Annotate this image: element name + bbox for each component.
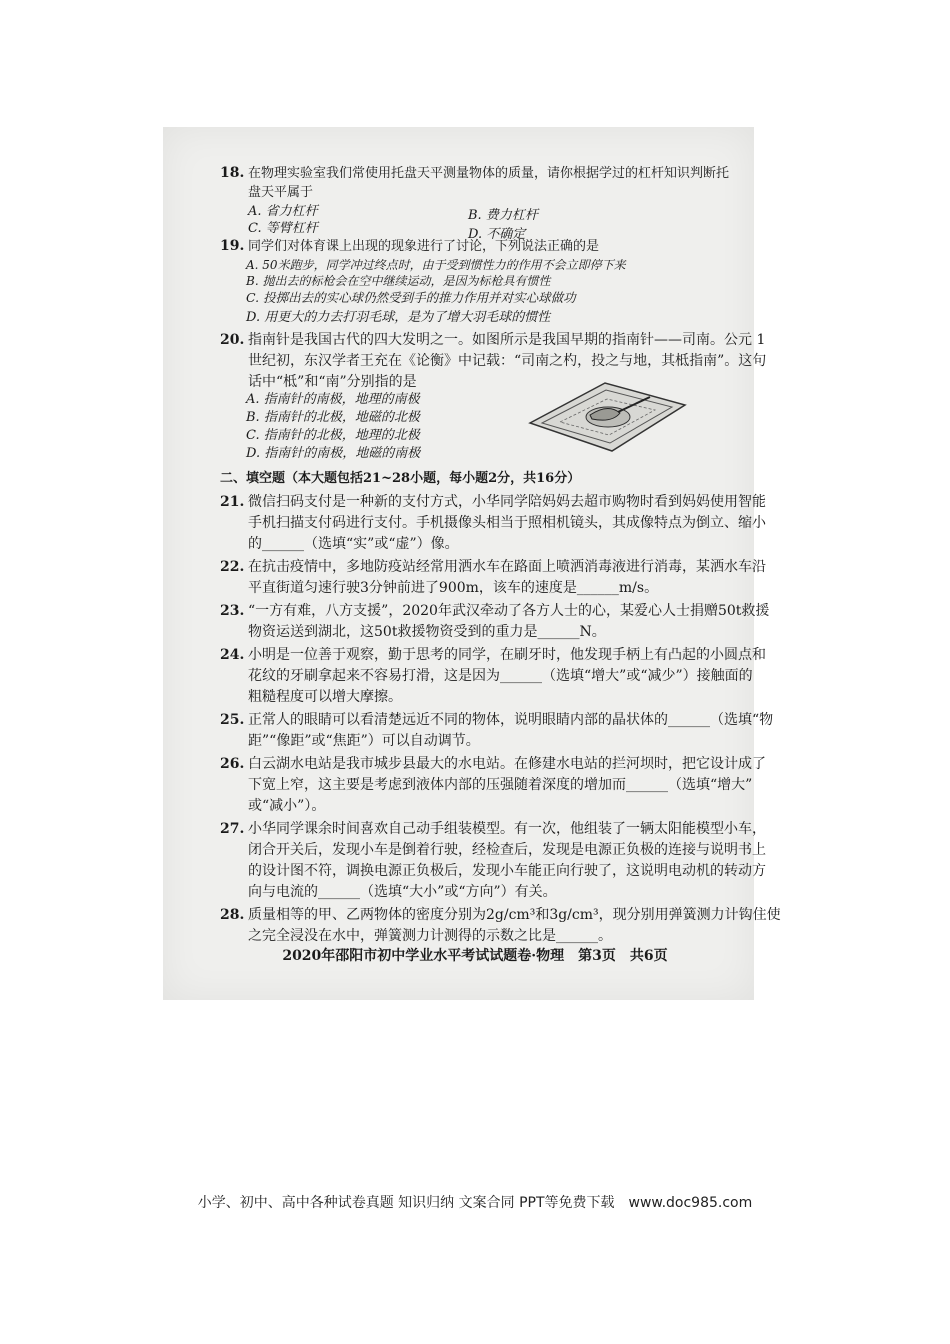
question-19: [220, 236, 599, 257]
question-number: 22.: [220, 559, 245, 575]
question-25: [220, 710, 773, 730]
question-27: [220, 819, 766, 839]
question-text-cont: 盘天平属于: [248, 185, 314, 200]
question-text: 小华同学课余时间喜欢自己动手组装模型。有一次，他组装了一辆太阳能模型小车，: [248, 821, 766, 837]
sinan-compass-figure: [520, 375, 690, 455]
question-number: 26.: [220, 756, 245, 772]
option-b: B. 费力杠杆: [468, 208, 538, 223]
option-c: C. 等臂杠杆: [248, 221, 318, 236]
question-26: [220, 754, 766, 774]
option-a: A. 省力杠杆: [248, 204, 318, 219]
question-text: 在抗击疫情中，多地防疫站经常用洒水车在路面上喷洒消毒液进行消毒，某洒水车沿: [248, 559, 766, 575]
question-text-cont: 世纪初，东汉学者王充在《论衡》中记载：“司南之杓，投之与地，其柢指南”。这句: [248, 353, 767, 369]
question-text: “一方有难，八方支援”，2020年武汉牵动了各方人士的心，某爱心人士捐赠50t救援: [248, 603, 770, 619]
question-number: 27.: [220, 821, 245, 837]
question-text: 指南针是我国古代的四大发明之一。如图所示是我国早期的指南针——司南。公元 1: [248, 332, 766, 348]
question-text: 在物理实验室我们常使用托盘天平测量物体的质量，请你根据学过的杠杆知识判断托: [248, 166, 730, 181]
question-text-cont: 的______（选填“实”或“虚”）像。: [248, 536, 459, 552]
option-b: B. 指南针的北极，地磁的北极: [246, 410, 420, 425]
question-text-cont: 的设计图不符，调换电源正负极后，发现小车能正向行驶了，这说明电动机的转动方: [248, 863, 766, 879]
question-number: 28.: [220, 907, 245, 923]
question-text-cont: 距”“像距”或“焦距”）可以自动调节。: [248, 733, 480, 749]
question-text-cont: 向与电流的______（选填“大小”或“方向”）有关。: [248, 884, 557, 900]
question-22: [220, 557, 766, 577]
option-d: D. 不确定: [468, 227, 526, 242]
question-number: 21.: [220, 494, 245, 510]
question-28: [220, 905, 781, 925]
question-24: [220, 645, 766, 665]
section-heading: 二、填空题（本大题包括21~28小题，每小题2分，共16分）: [220, 471, 581, 486]
question-text-cont: 物资运送到湖北，这50t救援物资受到的重力是______N。: [248, 624, 606, 640]
question-text-cont: 粗糙程度可以增大摩擦。: [248, 689, 402, 705]
option-b: B. 抛出去的标枪会在空中继续运动，是因为标枪具有惯性: [246, 274, 551, 288]
question-18: [220, 163, 729, 184]
question-text-cont: 之完全浸没在水中，弹簧测力计测得的示数之比是______。: [248, 928, 612, 944]
question-text: 白云湖水电站是我市城步县最大的水电站。在修建水电站的拦河坝时，把它设计成了: [248, 756, 766, 772]
option-d: D. 指南针的南极，地磁的南极: [246, 446, 421, 461]
question-text-cont: 闭合开关后，发现小车是倒着行驶，经检查后，发现是电源正负极的连接与说明书上: [248, 842, 766, 858]
question-number: 18.: [220, 165, 245, 181]
question-number: 23.: [220, 603, 245, 619]
question-text-cont: 平直街道匀速行驶3分钟前进了900m，该车的速度是______m/s。: [248, 580, 659, 596]
question-number: 24.: [220, 647, 245, 663]
question-text-cont: 花纹的牙刷拿起来不容易打滑，这是因为______（选填“增大”或“减少”）接触面的: [248, 668, 753, 684]
page-footer: 2020年邵阳市初中学业水平考试试题卷·物理 第3页 共6页: [282, 948, 668, 964]
question-text-cont: 或“减小”）。: [248, 798, 326, 814]
question-23: [220, 601, 769, 621]
question-text: 微信扫码支付是一种新的支付方式，小华同学陪妈妈去超市购物时看到妈妈使用智能: [248, 494, 766, 510]
question-text: 小明是一位善于观察，勤于思考的同学，在刷牙时，他发现手柄上有凸起的小圆点和: [248, 647, 766, 663]
option-a: A. 指南针的南极，地理的南极: [246, 392, 420, 407]
question-text-cont: 话中“柢”和“南”分别指的是: [248, 374, 417, 390]
question-number: 25.: [220, 712, 245, 728]
option-c: C. 投掷出去的实心球仍然受到手的推力作用并对实心球做功: [246, 290, 576, 305]
question-text: 正常人的眼睛可以看清楚远近不同的物体，说明眼睛内部的晶状体的______（选填“物: [248, 712, 774, 728]
question-20: [220, 330, 765, 350]
question-text-cont: 下宽上窄，这主要是考虑到液体内部的压强随着深度的增加而______（选填“增大”: [248, 777, 753, 793]
question-number: 19.: [220, 238, 245, 254]
question-21: [220, 492, 766, 512]
option-d: D. 用更大的力去打羽毛球，是为了增大羽毛球的惯性: [246, 310, 551, 325]
question-text: 质量相等的甲、乙两物体的密度分别为2g/cm³和3g/cm³，现分别用弹簧测力计钩住使: [248, 907, 781, 923]
question-text-cont: 手机扫描支付码进行支付。手机摄像头相当于照相机镜头，其成像特点为倒立、缩小: [248, 515, 766, 531]
question-text: 同学们对体育课上出现的现象进行了讨论，下列说法正确的是: [248, 239, 600, 254]
option-c: C. 指南针的北极，地理的北极: [246, 428, 420, 443]
option-a: A. 50米跑步，同学冲过终点时，由于受到惯性力的作用不会立即停下来: [246, 258, 626, 272]
download-ad-text: 小学、初中、高中各种试卷真题 知识归纳 文案合同 PPT等免费下载 www.doc985.com: [197, 1195, 753, 1211]
question-number: 20.: [220, 332, 245, 348]
